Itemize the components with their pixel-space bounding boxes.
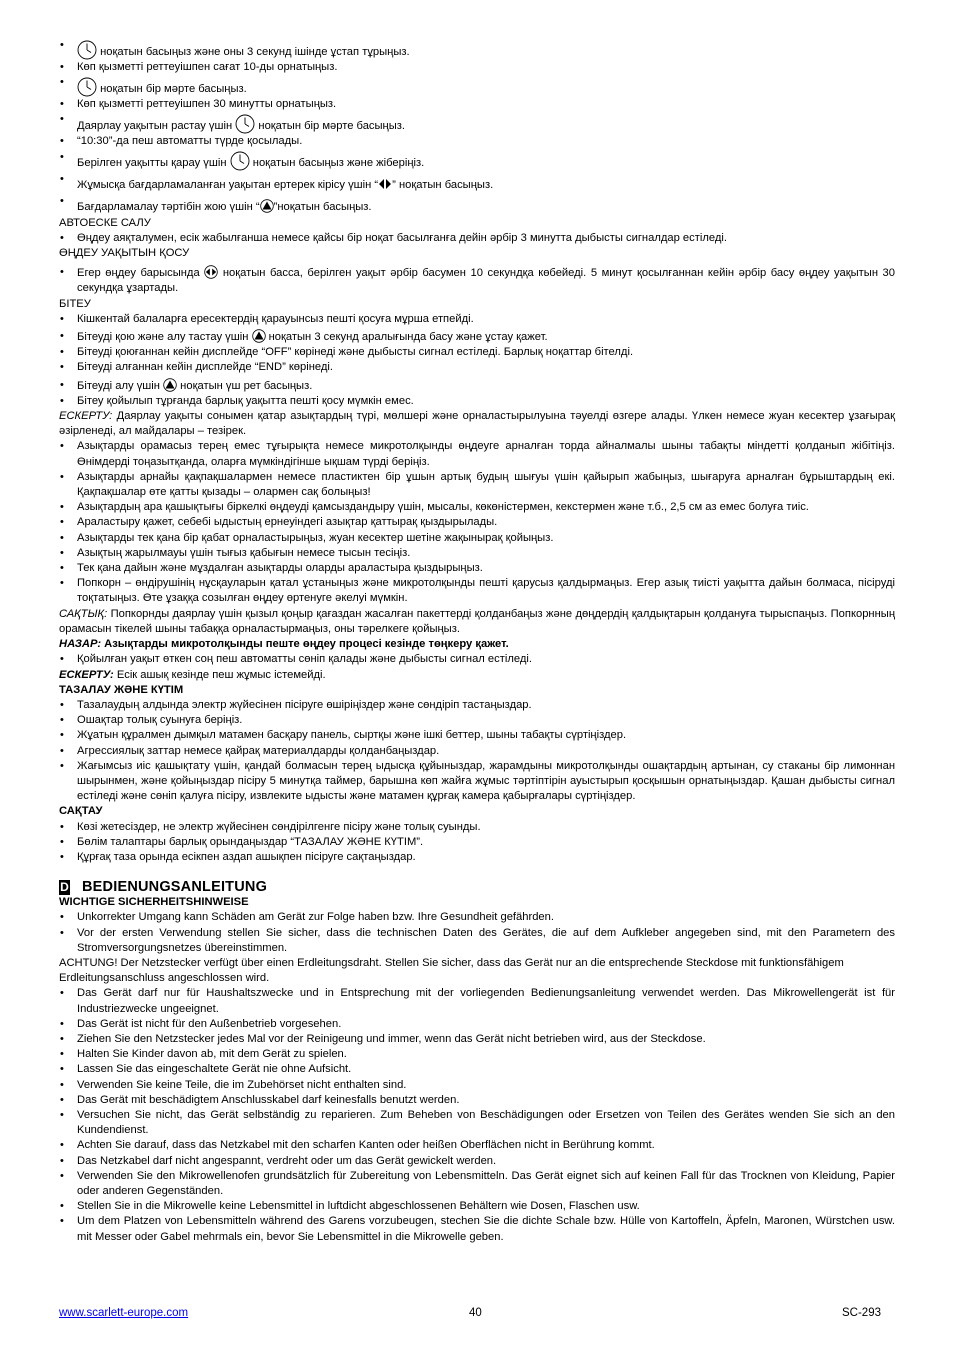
list-item	[59, 394, 895, 409]
list-item	[59, 38, 895, 60]
text: Егер өңдеу барысында	[77, 267, 200, 280]
list-item	[59, 1017, 895, 1032]
website-link[interactable]: www.scarlett-europe.com	[59, 1307, 189, 1319]
language-letter-badge: D	[60, 879, 69, 894]
caution-label: САҚТЫҚ:	[59, 607, 108, 620]
clock-icon	[77, 40, 97, 60]
text: ” ноқатын басыңыз.	[392, 179, 494, 192]
list-item	[59, 1169, 895, 1199]
text: Кішкентай балаларға ересектердің қарауынсыз пешті қосуға мұрша етпейді.	[77, 312, 474, 325]
list-item	[59, 1154, 895, 1169]
text: ноқатын бір мәрте басыңыз.	[100, 83, 247, 95]
text: Бағдарламалау тәртібін жою үшін “	[77, 201, 260, 214]
list-item	[59, 835, 895, 850]
list-item	[59, 1062, 895, 1077]
list-item	[59, 470, 895, 500]
text: Азықтардың ара қашықтығы біркелкі өңдеуді қамсыздандыру үшін, мысалы, көкөністермен, кекстермен және т.б., 2,5 см аз емес болуға тиіс.	[77, 501, 809, 514]
page-number: 40	[469, 1307, 482, 1319]
heading-cleaning: ТАЗАЛАУ ЖӘНЕ КҮТІМ	[59, 683, 184, 696]
text: Halten Sie Kinder davon ab, mit dem Gerät zu spielen.	[77, 1048, 347, 1061]
list-item	[59, 329, 895, 345]
text: Бітеу қойылып тұрғанда барлық уақытта пешті қосу мүмкін емес.	[77, 394, 414, 407]
text: Даярлау уақытын растау үшін	[77, 120, 233, 133]
text: Көзі жетесіздер, не электр жүйесінен сөндірілгенге пісіру және толық суынды.	[77, 820, 481, 833]
text: Азықтарды арнайы қақпақшалармен немесе пластиктен бір ұшын артық будың шығуы үшін қайырып жабыңыз, шығаруға арналған бұрыштардың екі. Қақпақшалар өте қатты қызады – олармен сақ болыңыз!	[77, 470, 895, 499]
text: ноқатын 3 секунд аралығында басу және ұстау қажет.	[268, 331, 548, 344]
text: Жұатын құралмен дымқыл матамен басқару панель, сыртқы және ішкі беттер, шыны табақты сүртіңіздер.	[77, 729, 627, 742]
model-number: SC-293	[842, 1307, 881, 1319]
text: Көп қызметті реттеуішпен сағат 10-ды орнатыңыз.	[77, 61, 338, 73]
text: Achten Sie darauf, dass das Netzkabel mit den scharfen Kanten oder heißen Oberflächen nicht in Berührung kommt.	[77, 1139, 655, 1152]
text: Тек қана дайын және мұздалған азықтарды оларды араластыра қыздырыңыз.	[77, 562, 483, 575]
list-item	[59, 378, 895, 394]
section-header	[59, 879, 895, 895]
text: Verwenden Sie keine Teile, die im Zubehörset nicht enthalten sind.	[77, 1078, 407, 1091]
list-item	[59, 759, 895, 805]
text: Ziehen Sie den Netzstecker jedes Mal vor der Reinigeung und immer, wenn das Gerät nicht betrieben wird, aus der Steckdose.	[77, 1032, 706, 1045]
heading-auto-reminder: АВТОЕСКЕ САЛУ	[59, 216, 151, 229]
list-item	[59, 531, 895, 546]
attention-label: НАЗАР:	[59, 638, 102, 651]
text: Есік ашық кезінде пеш жұмыс істемейді.	[113, 668, 326, 681]
list-item	[59, 1138, 895, 1153]
section-title: BEDIENUNGSANLEITUNG	[82, 879, 268, 896]
stop-triangle-icon	[252, 329, 266, 343]
text: Das Gerät darf nur für Haushaltszwecke und in Entsprechung mit der vorliegenden Bedienungsanleitung verwendet werden. Das Mikrowellengerät ist für Industriezwecke ungeeignet.	[77, 987, 895, 1015]
text: ”ноқатын басыңыз.	[273, 201, 372, 214]
list-item	[59, 265, 895, 296]
list-item	[59, 134, 895, 149]
list-item	[59, 75, 895, 97]
text: ноқатын басса, берілген уақыт әрбір басумен 10 секундқа көбейеді. 5 минут қосылғаннан кейін әрбір басу өңдеу уақытын 30 секундқа ұзартады.	[77, 267, 895, 295]
list-item	[59, 1032, 895, 1047]
text: Қойылған уақыт өткен соң пеш автоматты сөніп қалады және дыбысты сигнал естіледі.	[77, 653, 532, 666]
list-item	[59, 60, 895, 75]
text: Попкорнды даярлау үшін қызыл қоңыр қағаздан жасалған пакеттерді қолданбаңыз және дөңдердің қалдықтарын қолдануға тырыспаңыз. Попкорнның орамасын тікелей шыны табаққа орналастырмаңыз, оны тәрелкеге қойыңыз.	[59, 607, 895, 635]
text: Lassen Sie das eingeschaltete Gerät nie ohne Aufsicht.	[77, 1063, 352, 1076]
heading-add-time: ӨҢДЕУ УАҚЫТЫН ҚОСУ	[59, 247, 190, 260]
left-right-arrows-icon	[378, 177, 392, 191]
note-label: ЕСКЕРТУ:	[59, 668, 114, 681]
clock-icon	[77, 77, 97, 97]
section-subtitle: WICHTIGE SICHERHEITSHINWEISE	[59, 896, 249, 909]
text: Vor der ersten Verwendung stellen Sie sicher, dass die technischen Daten des Gerätes, die auf dem Aufkleber angegeben sind, mit den Parametern des Stromversorgungsnetzes übereinstimmen.	[77, 926, 895, 954]
list-item	[59, 1214, 895, 1244]
text: ноқатын үш рет басыңыз.	[180, 379, 313, 392]
list-item	[59, 1108, 895, 1138]
text: Жұмысқа бағдарламаланған уақытан ертерек кірісу үшін “	[77, 179, 379, 192]
text: ноқатын бір мәрте басыңыз.	[258, 120, 406, 133]
list-item	[59, 1199, 895, 1214]
note-paragraph	[59, 409, 895, 439]
list-item	[59, 194, 895, 216]
text: Берілген уақытты қарау үшін	[77, 157, 227, 170]
text: Um dem Platzen von Lebensmitteln während des Garens vorzubeugen, stechen Sie die dichte Schale bzw. Hülle von Kartoffeln, Äpfeln, Maronen, Würstchen usw. mit Messer oder Gabel mehrmals ein, bevor Sie Lebensmittel in die Mikrowelle geben.	[77, 1215, 895, 1243]
text: Das Gerät mit beschädigtem Anschlusskabel darf keinesfalls benutzt werden.	[77, 1093, 460, 1106]
list-item	[59, 172, 895, 194]
list-item	[59, 1078, 895, 1093]
note-label: ЕСКЕРТУ:	[59, 410, 113, 423]
list-item	[59, 698, 895, 713]
list-item	[59, 926, 895, 956]
list-item	[59, 150, 895, 172]
list-item	[59, 97, 895, 112]
list-item	[59, 345, 895, 360]
text: Ошақтар толық суынуға беріңіз.	[77, 714, 243, 727]
text: ноқатын басыңыз және жіберіңіз.	[252, 157, 425, 170]
text: Араластыру қажет, себебі ыдыстың ернеуіндегі азықтар қаттырақ қыздырылады.	[77, 516, 498, 529]
list-item	[59, 728, 895, 743]
page-footer	[59, 1307, 881, 1323]
text: Азықтарды микротолқынды пеште өңдеу процесі кезінде төңкеру қажет.	[101, 638, 509, 651]
list-item	[59, 546, 895, 561]
clock-icon	[230, 151, 250, 171]
page-body	[59, 38, 895, 1245]
text: Бітеуді қоюғаннан кейін дисплейде “OFF” көрінеді және дыбысты сигнал естіледі. Барлық ноқаттар бітелді.	[77, 346, 634, 359]
list-item	[59, 576, 895, 606]
list-item	[59, 986, 895, 1016]
text: Бітеуді алғаннан кейін дисплейде “END” көрінеді.	[77, 361, 334, 374]
text: Агрессиялық заттар немесе қайрақ материалдарды қолданбаңыздар.	[77, 744, 440, 757]
text: Жағымсыз иіс қашықтату үшін, қандай болмасын терең ыдысқа құйыныздар, жарамдыны микротолқынды ошақтардың артынан, су стаканы бір лимоннан шырынмен, және қойыңыздар пісіру 5 минутқа таймер, барышна көп жайға жұмыс тәртіптірін ауыстырып қосқышын орнатыңыздар. Қашан дыбысты сигнал естіледі және сөніп қалуға пісіру, извлеките ыдысты және матамен құрғақ камера қабырғалары сүртіңіздер.	[77, 759, 895, 803]
text: Das Netzkabel darf nicht angespannt, verdreht oder um das Gerät gewickelt werden.	[77, 1154, 497, 1167]
list-item	[59, 652, 895, 667]
heading-child-lock: БІТЕУ	[59, 297, 91, 310]
text: Азықтарды тек қана бір қабат орналастырыңыз, жуан кесектер шетіне жақынырақ қойыңыз.	[77, 531, 554, 544]
note-paragraph	[59, 668, 895, 683]
text: Бөлім талаптары барлық орындаңыздар “ТАЗАЛАУ ЖӘНЕ КҮТІМ”.	[77, 835, 424, 848]
stop-triangle-icon	[260, 199, 274, 213]
text: Verwenden Sie den Mikrowellenofen grundsätzlich für Zubereitung von Lebensmitteln. Das Gerät eignet sich auf keinen Fall für das Trocknen von Kleidung, Papier oder anderen Gegenständen.	[77, 1169, 895, 1197]
list-item	[59, 312, 895, 327]
text: Азықтарды орамасыз терең емес тұғырықта немесе микротолқынды өңдеуге арналған торда айналмалы шыны табақты міндетті қолданып жібітіңіз. Өнімдерді тоңазытқанда, оларға мүмкіндігінше ықшам түрді беріңіз.	[77, 440, 895, 468]
text: Das Gerät ist nicht für den Außenbetrieb vorgesehen.	[77, 1017, 342, 1030]
list-item	[59, 561, 895, 576]
list-item	[59, 500, 895, 515]
text: Бітеуді алу үшін	[77, 379, 160, 392]
text: ноқатын басыңыз және оны 3 секунд ішінде ұстап тұрыңыз.	[100, 45, 410, 58]
list-item	[59, 744, 895, 759]
text: Даярлау уақыты сонымен қатар азықтардың түрі, мөлшері және орналастырылуына тәуелді өзгере алады. Үлкен немесе жуан кесектер ұзағырақ әзірленеді, ал майдалары – тезірек.	[59, 410, 895, 438]
text: Тазалаудың алдында электр жүйесінен пісіруге өшіріңіздер және сөндіріп тастаңыздар.	[77, 698, 532, 711]
list-item	[59, 439, 895, 469]
text: Versuchen Sie nicht, das Gerät selbständig zu reparieren. Zum Beheben von Beschädigungen oder Ersetzen von Teilen des Gerätes wenden Sie sich an den Kundendienst.	[77, 1108, 895, 1137]
text: Unkorrekter Umgang kann Schäden am Gerät zur Folge haben bzw. Ihre Gesundheit gefährden.	[77, 911, 554, 924]
text: Көп қызметті реттеуішпен 30 минутты орнатыңыз.	[77, 98, 337, 111]
list-item	[59, 231, 895, 246]
list-item	[59, 850, 895, 865]
attention-paragraph	[59, 637, 895, 652]
heading-storage: САҚТАУ	[59, 805, 103, 818]
list-item	[59, 910, 895, 925]
text: Азықтың жарылмауы үшін тығыз қабығын немесе тысын тесіңіз.	[77, 546, 411, 559]
list-item	[59, 515, 895, 530]
left-right-arrows-icon	[204, 265, 218, 279]
clock-icon	[235, 114, 255, 134]
list-item	[59, 713, 895, 728]
caution-paragraph	[59, 607, 895, 637]
text: Бітеуді қою және алу тастау үшін	[77, 331, 249, 344]
text: Құрғақ таза орында есікпен аздап ашықпен пісіруге сақтаңыздар.	[77, 850, 416, 863]
list-item	[59, 360, 895, 375]
warning-paragraph-cont: Erdleitungsanschluss angeschlossen wird.	[59, 972, 270, 985]
text: “10:30”-да пеш автоматты түрде қосылады.	[77, 135, 303, 148]
list-item	[59, 112, 895, 134]
stop-triangle-icon	[163, 378, 177, 392]
text: Попкорн – өндірушінің нұсқауларын қатал ұстаныңыз және микротолқынды пешті қарусыз қалдырмаңыз. Егер азық тиісті уақытта дайын болмаса, пісіруді тоқтатыңыз. Өте ұзаққа созылған өңдеу өртенуге әкелуі мүмкін.	[77, 577, 895, 605]
warning-paragraph: ACHTUNG! Der Netzstecker verfügt über einen Erdleitungsdraht. Stellen Sie sicher, dass das Gerät nur an die entsprechende Steckdose mit funktionsfähigem	[59, 956, 844, 969]
list-item	[59, 820, 895, 835]
list-item	[59, 1047, 895, 1062]
text: Өңдеу аяқталумен, есік жабылғанша немесе қайсы бір ноқат басылғанға дейін әрбір 3 минутта дыбысты сигналдар естіледі.	[77, 231, 727, 244]
list-item	[59, 1093, 895, 1108]
text: Stellen Sie in die Mikrowelle keine Lebensmittel in luftdicht abgeschlossenen Behältern wie Dosen, Flaschen usw.	[77, 1200, 640, 1213]
